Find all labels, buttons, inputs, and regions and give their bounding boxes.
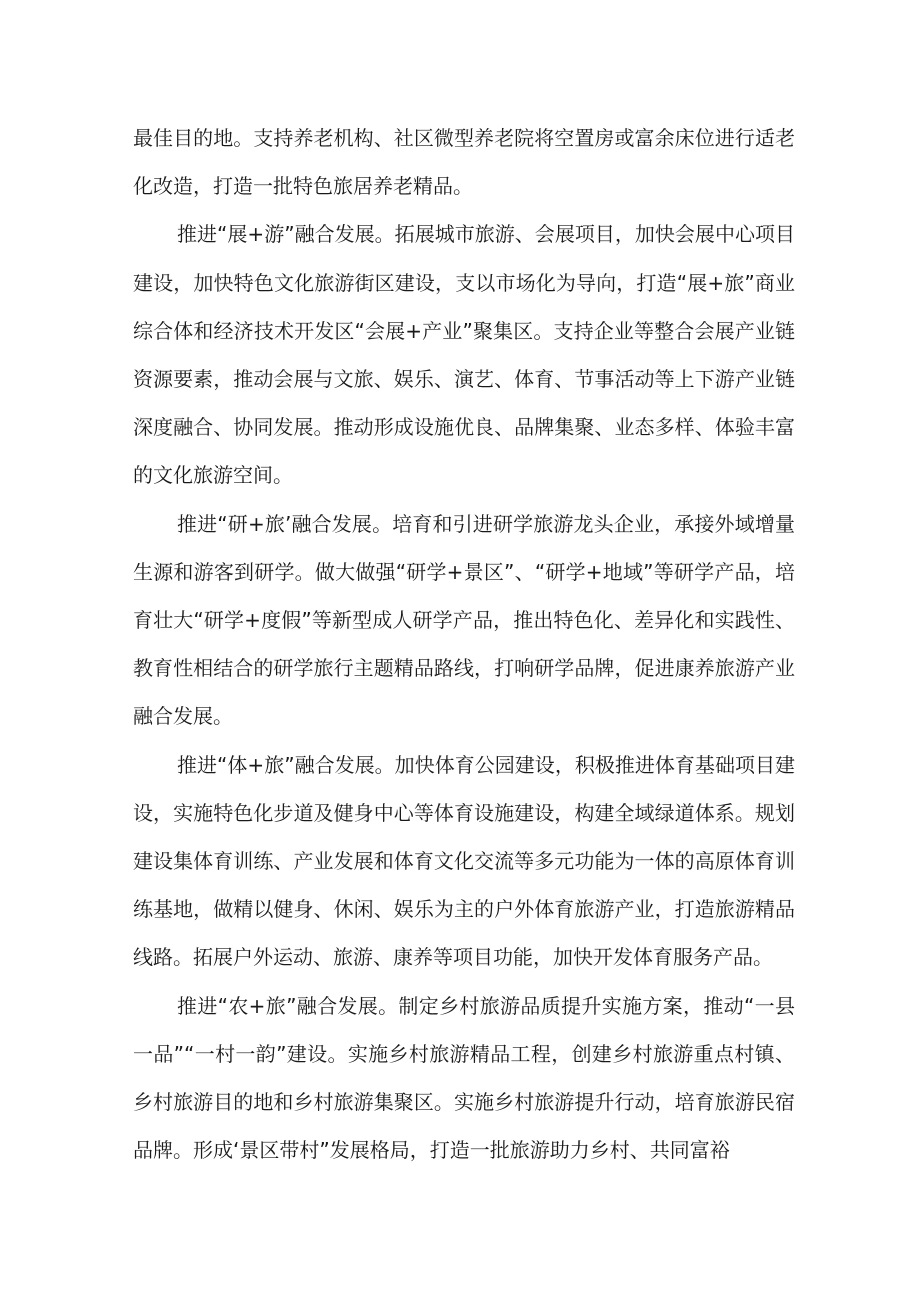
paragraph-sports-tourism: 推进“体+旅”融合发展。加快体育公园建设，积极推进体育基础项目建设，实施特色化步道及健身中心等体育设施建设，构建全域绿道体系。规划建设集体育训练、产业发展和体育文化交流等多元功能为一体的高原体育训练基地，做精以健身、休闲、娱乐为主的户外体育旅游产业，打造旅游精品线路。拓展户外运动、旅游、康养等项目功能，加快开发体育服务产品。	[133, 752, 795, 970]
paragraph-elderly-care-continuation: 最佳目的地。支持养老机构、社区微型养老院将空置房或富余床位进行适老化改造，打造一批特色旅居养老精品。	[133, 126, 795, 199]
document-body	[133, 114, 795, 1174]
paragraph-exhibition-tourism: 推进“展+游”融合发展。拓展城市旅游、会展项目，加快会展中心项目建设，加快特色文化旅游街区建设，支以市场化为导向，打造“展+旅”商业综合体和经济技术开发区“会展+产业”聚集区。支持企业等整合会展产业链资源要素，推动会展与文旅、娱乐、演艺、体育、节事活动等上下游产业链深度融合、协同发展。推动形成设施优良、品牌集聚、业态多样、体验丰富的文化旅游空间。	[133, 222, 795, 488]
paragraph-study-tourism: 推进“研+旅’融合发展。培育和引进研学旅游龙头企业，承接外域增量生源和游客到研学。做大做强“研学+景区”、“研学+地域”等研学产品，培育壮大“研学+度假”等新型成人研学产品，推出特色化、差异化和实践性、教育性相结合的研学旅行主题精品路线，打响研学品牌，促进康养旅游产业融合发展。	[133, 511, 795, 729]
paragraph-rural-tourism: 推进“农+旅”融合发展。制定乡村旅游品质提升实施方案，推动“一县一品”“一村一韵”建设。实施乡村旅游精品工程，创建乡村旅游重点村镇、乡村旅游目的地和乡村旅游集聚区。实施乡村旅游提升行动，培育旅游民宿品牌。形成‘景区带村”发展格局，打造一批旅游助力乡村、共同富裕	[133, 993, 795, 1163]
